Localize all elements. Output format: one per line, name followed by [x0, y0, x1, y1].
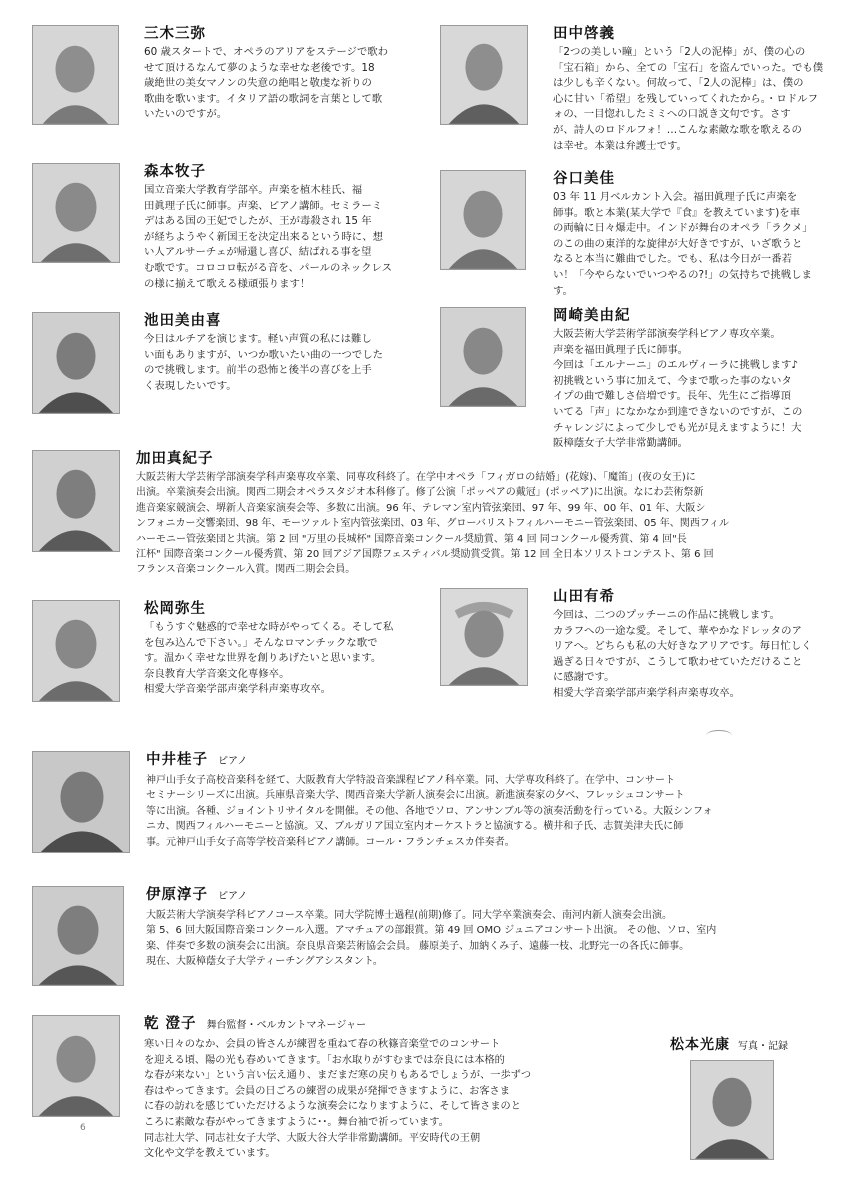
text-line: 楽、伴奏で多数の演奏会に出演。奈良県音楽芸術協会会員。 藤原美子、加納くみ子、遠藤一枝、北野完一の各氏に師事。	[146, 940, 690, 952]
text-line: の両輪に日々爆走中。インドが舞台のオペラ「ラクメ」	[553, 222, 813, 235]
profile-yamada	[440, 588, 845, 698]
text-line: 進音楽家競演会、堺新人音楽家演奏会等、多数に出演。96 年、テレマン室内管弦楽団、97 年、99 年、00 年、01 年、大阪シ	[136, 502, 706, 514]
text-line: 阪樟蔭女子大学非常勤講師。	[553, 437, 689, 450]
profile-morimoto	[32, 163, 417, 303]
portrait-photo	[32, 163, 120, 263]
profile-text	[144, 45, 414, 123]
profile-text	[553, 45, 843, 154]
text-line: い！「今やらないでいつやるの?!」の気持ちで挑戦しま	[553, 268, 812, 281]
person-silhouette-icon	[33, 601, 119, 701]
role-text: 写真・記録	[738, 1041, 788, 1052]
profile-ihara	[32, 886, 844, 996]
text-line: す。	[553, 284, 573, 297]
profile-name	[146, 886, 842, 906]
profile-text	[136, 470, 842, 578]
text-line: いたいのですが。	[144, 108, 228, 121]
text-line: は少しも辛くない。何故って、「2人の泥棒」は、僕の	[553, 77, 804, 90]
portrait-photo	[440, 170, 526, 270]
text-line: 歌曲を歌います。イタリア語の歌詞を言葉として歌	[144, 92, 383, 105]
text-line: に感謝です。	[553, 671, 615, 684]
text-line: 文化や文学を教えています。	[144, 1148, 276, 1160]
text-line: チャレンジによって少しでも光が見えますように！大	[553, 421, 802, 434]
text-line: 今回は「エルナーニ」のエルヴィーラに挑戦します♪	[553, 359, 798, 372]
name-text: 中井桂子	[146, 752, 208, 768]
portrait-photo	[32, 600, 120, 702]
person-silhouette-icon	[441, 171, 525, 269]
text-line: 事。元神戸山手女子高等学校音楽科ピアノ講師。コール・フランチェスカ伴奏者。	[146, 836, 515, 848]
profile-text	[144, 1037, 609, 1162]
text-line: 等に出演。各種、ジョイントリサイタルを開催。その他、各地でソロ、アンサンブル等の演奏活動を行っている。大阪シンフォ	[146, 805, 713, 817]
text-line: せて頂けるなんて夢のような幸せな老後です。18	[144, 61, 375, 74]
text-line: 心に甘い「希望」を残していってくれたから。・ロドルフ	[553, 92, 818, 105]
profile-name: 谷口美佳	[553, 171, 615, 187]
portrait-photo	[32, 312, 120, 414]
text-line: フランス音楽コンクール入賞。関西二期会会員。	[136, 564, 356, 576]
profile-name: 山田有希	[553, 589, 615, 605]
person-silhouette-icon	[33, 451, 119, 551]
text-line: セミナーシリーズに出演。兵庫県音楽大学、関西音楽大学新人演奏会に出演。新進演奏家の夕べ、フレッシュコンサート	[146, 790, 685, 802]
text-line: の様に揃えて歌える様頑張ります！	[144, 277, 311, 290]
text-line: イプの曲で難しさ倍増です。長年、先生にご指導頂	[553, 390, 791, 403]
profile-text	[553, 190, 843, 299]
profile-name	[144, 1015, 609, 1035]
person-silhouette-icon	[33, 313, 119, 413]
text-line: 大阪芸術大学芸術学部演奏学科ピアノ専攻卒業。	[553, 328, 781, 340]
text-line: 現在、大阪樟蔭女子大学ティーチングアシスタント。	[146, 956, 383, 968]
portrait-photo	[32, 751, 130, 853]
profile-name: 三木三弥	[144, 26, 206, 42]
person-silhouette-icon	[33, 26, 118, 124]
text-line: 大阪芸術大学芸術学部演奏学科声楽専攻卒業、同専攻科終了。在学中オペラ「フィガロの結婚」(花嫁)、「魔笛」(夜の女王)に	[136, 472, 696, 483]
text-line: 03 年 11 月ベルカント入会。福田眞理子氏に声楽を	[553, 191, 798, 203]
role-text: ピアノ	[218, 756, 248, 767]
text-line: 師事。歌と本業(某大学で『食』を教えています)を車	[553, 206, 801, 219]
profile-miki	[32, 25, 417, 145]
portrait-photo	[690, 1060, 774, 1160]
text-line: 第 5、6 回大阪国際音楽コンクール入選。アマチュアの部銀賞。第 49 回 OMO ジュニアコンサート出演。 その他、ソロ、室内	[146, 925, 717, 937]
profile-text	[144, 183, 416, 292]
name-text: 伊原淳子	[146, 887, 208, 903]
text-line: 国立音楽大学教育学部卒。声楽を植木桂氏、福	[144, 184, 363, 196]
profile-name: 加田真紀子	[136, 451, 214, 467]
text-line: カラフへの一途な愛。そして、華やかなドレッタのア	[553, 624, 802, 637]
text-line: 歳絶世の美女マノンの失意の絶唱と敬虔な祈りの	[144, 77, 372, 90]
text-line: む歌です。コロコロ転がる音を、パールのネックレス	[144, 261, 393, 274]
text-line: が、詩人のロドルフォ！…こんな素敵な歌を歌えるの	[553, 123, 802, 136]
text-line: を迎える頃、陽の光も春めいてきます。「お水取りがすむまでは奈良には本格的	[144, 1054, 505, 1066]
text-line: な春が来ない」という言い伝え通り、まだまだ寒の戻りもあるでしょうが、一歩ずつ	[144, 1070, 532, 1082]
profile-ikeda	[32, 312, 417, 422]
profile-text	[144, 332, 416, 394]
person-silhouette-icon	[691, 1061, 773, 1159]
text-line: 田眞理子氏に師事。声楽、ピアノ講師。セミラーミ	[144, 199, 383, 212]
profile-name: 田中啓義	[553, 26, 615, 42]
text-line: 神戸山手女子高校音楽科を経て、大阪教育大学特設音楽課程ピアノ科卒業。同、大学専攻科終了。在学中、コンサート	[146, 775, 675, 786]
portrait-photo	[32, 1015, 120, 1117]
text-line: 春はやってきます。会員の日ごろの練習の成果が発揮できますように、お客さま	[144, 1085, 510, 1097]
person-silhouette-icon	[33, 752, 129, 852]
profile-name: 松岡弥生	[144, 601, 206, 617]
text-line: 60 歳スタートで、オペラのアリアをステージで歌わ	[144, 46, 389, 58]
portrait-photo	[440, 307, 526, 407]
profile-text	[144, 620, 416, 698]
person-silhouette-icon	[33, 1016, 119, 1116]
text-line: ンフォニカー交響楽団、98 年、モーツァルト室内管弦楽団、03 年、グローバリストフィルハーモニー管弦楽団、05 年、関西フィル	[136, 518, 730, 530]
name-text: 松本光康	[670, 1037, 730, 1053]
portrait-photo	[32, 25, 119, 125]
text-line: す。温かく幸せな世界を創りあげたいと思います。	[144, 652, 382, 665]
text-line: リアへ。どちらも私の大好きなアリアです。毎日忙しく	[553, 640, 812, 653]
portrait-photo	[440, 25, 528, 125]
text-line: 江杯" 国際音楽コンクール優秀賞、第 20 回アジア国際フェスティバル奨励賞受賞。第 12 回 全日本ソリストコンテスト、第 6 回	[136, 549, 714, 561]
text-line: 声楽を福田眞理子氏に師事。	[553, 343, 689, 356]
text-line: 大阪芸術大学演奏学科ピアノコース卒業。同大学院博士過程(前期)修了。同大学卒業演奏会、南河内新人演奏会出演。	[146, 910, 673, 921]
text-line: 同志社大学、同志社女子大学、大阪大谷大学非常勤講師。平安時代の王朝	[144, 1132, 481, 1144]
text-line: ころに素敵な春がやってきますように･･。舞台袖で祈っています。	[144, 1116, 449, 1128]
text-line: なると本当に難曲でした。でも、私は今日が一番若	[553, 253, 792, 266]
portrait-photo	[440, 588, 528, 686]
profile-taniguchi	[440, 170, 845, 305]
text-line: 相愛大学音楽学部声楽学科声楽専攻卒。	[144, 683, 332, 696]
text-line: い人アルサーチェが帰還し喜び、結ばれる事を望	[144, 246, 372, 259]
name-text: 乾 澄子	[144, 1016, 197, 1032]
person-silhouette-icon	[33, 887, 123, 985]
person-silhouette-icon	[441, 26, 527, 124]
person-silhouette-icon	[441, 308, 525, 406]
text-line: は幸せ。本業は弁護士です。	[553, 139, 687, 152]
profile-text	[146, 773, 842, 850]
text-line: に春の訪れを感じていただけるような演奏会になりますように、そして皆さまのと	[144, 1101, 521, 1113]
text-line: が経ちようやく新国王を決定出来るという時に、想	[144, 230, 383, 243]
profile-name: 岡崎美由紀	[553, 308, 631, 324]
text-line: 「宝石箱」から、全ての「宝石」を盗んでいった。でも僕	[553, 61, 824, 74]
text-line: 過ぎる日々ですが、こうして歌わせていただけること	[553, 655, 803, 668]
portrait-photo	[32, 886, 124, 986]
role-text: 舞台監督・ベルカントマネージャー	[206, 1020, 367, 1031]
profile-name	[146, 751, 842, 771]
person-silhouette-icon	[33, 164, 119, 262]
text-line: ニカ、関西フィルハーモニーと協演。又、ブルガリア国立室内オーケストラと協演する。横井和子氏、志賀美津夫氏に師	[146, 821, 684, 833]
page-number: 6	[80, 1123, 86, 1133]
text-line: く表現したいです。	[144, 379, 237, 392]
profile-kada	[32, 450, 844, 580]
text-line: ハーモニー管弦楽団と共演。第 2 回 "万里の長城杯" 国際音楽コンクール奨励賞、第 4 回 同コンクール優秀賞、第 4 回"長	[136, 533, 687, 545]
profile-text	[553, 608, 843, 702]
role-text: ピアノ	[218, 891, 248, 902]
text-line: ォの、一目惚れしたミミへの口説き文句です。さす	[553, 108, 791, 121]
profile-name: 森本牧子	[144, 164, 206, 180]
text-line: 今日はルチアを演じます。軽い声質の私には難し	[144, 333, 372, 345]
profile-text	[146, 908, 842, 970]
text-line: 「2つの美しい瞳」という「2人の泥棒」が、僕の心の	[553, 46, 806, 58]
profile-matsumoto	[670, 1036, 840, 1166]
person-silhouette-icon	[441, 589, 527, 685]
profile-name: 池田美由喜	[144, 313, 222, 329]
text-line: いてる「声」になかなか到達できないのですが、この	[553, 405, 803, 418]
text-line: デはある国の王妃でしたが、王が毒殺され 15 年	[144, 215, 372, 228]
text-line: を包み込んで下さい。」そんなロマンチックな歌で	[144, 636, 378, 649]
text-line: 相愛大学音楽学部声楽学科声楽専攻卒。	[553, 686, 741, 699]
text-line: 奈良教育大学音楽文化専修卒。	[144, 667, 290, 680]
portrait-photo	[32, 450, 120, 552]
decorative-arc	[706, 730, 732, 741]
profile-tanaka	[440, 25, 845, 160]
text-line: 初挑戦という事に加えて、今まで歌った事のないタ	[553, 374, 792, 387]
profile-text	[553, 327, 843, 452]
profile-inui	[32, 1015, 612, 1165]
text-line: のこの曲の東洋的な旋律が大好きですが、いざ歌うと	[553, 237, 803, 250]
profile-name	[670, 1036, 840, 1056]
profile-nakai	[32, 751, 844, 866]
text-line: い面もありますが、いつか歌いたい曲の一つでした	[144, 348, 383, 361]
text-line: 今回は、二つのプッチーニの作品に挑戦します。	[553, 609, 781, 621]
text-line: 出演。卒業演奏会出演。関西二期会オペラスタジオ本科修了。修了公演「ポッペアの戴冠」(ポッペア)に出演。なにわ芸術祭新	[136, 487, 704, 499]
text-line: 寒い日々のなか、会員の皆さんが練習を重ねて春の秋篠音楽堂でのコンサート	[144, 1039, 501, 1050]
profile-matsuoka	[32, 600, 417, 710]
text-line: 「もうすぐ魅惑的で幸せな時がやってくる。そして私	[144, 621, 394, 633]
profile-okazaki	[440, 307, 845, 452]
text-line: ので挑戦します。前半の恐怖と後半の喜びを上手	[144, 364, 372, 377]
